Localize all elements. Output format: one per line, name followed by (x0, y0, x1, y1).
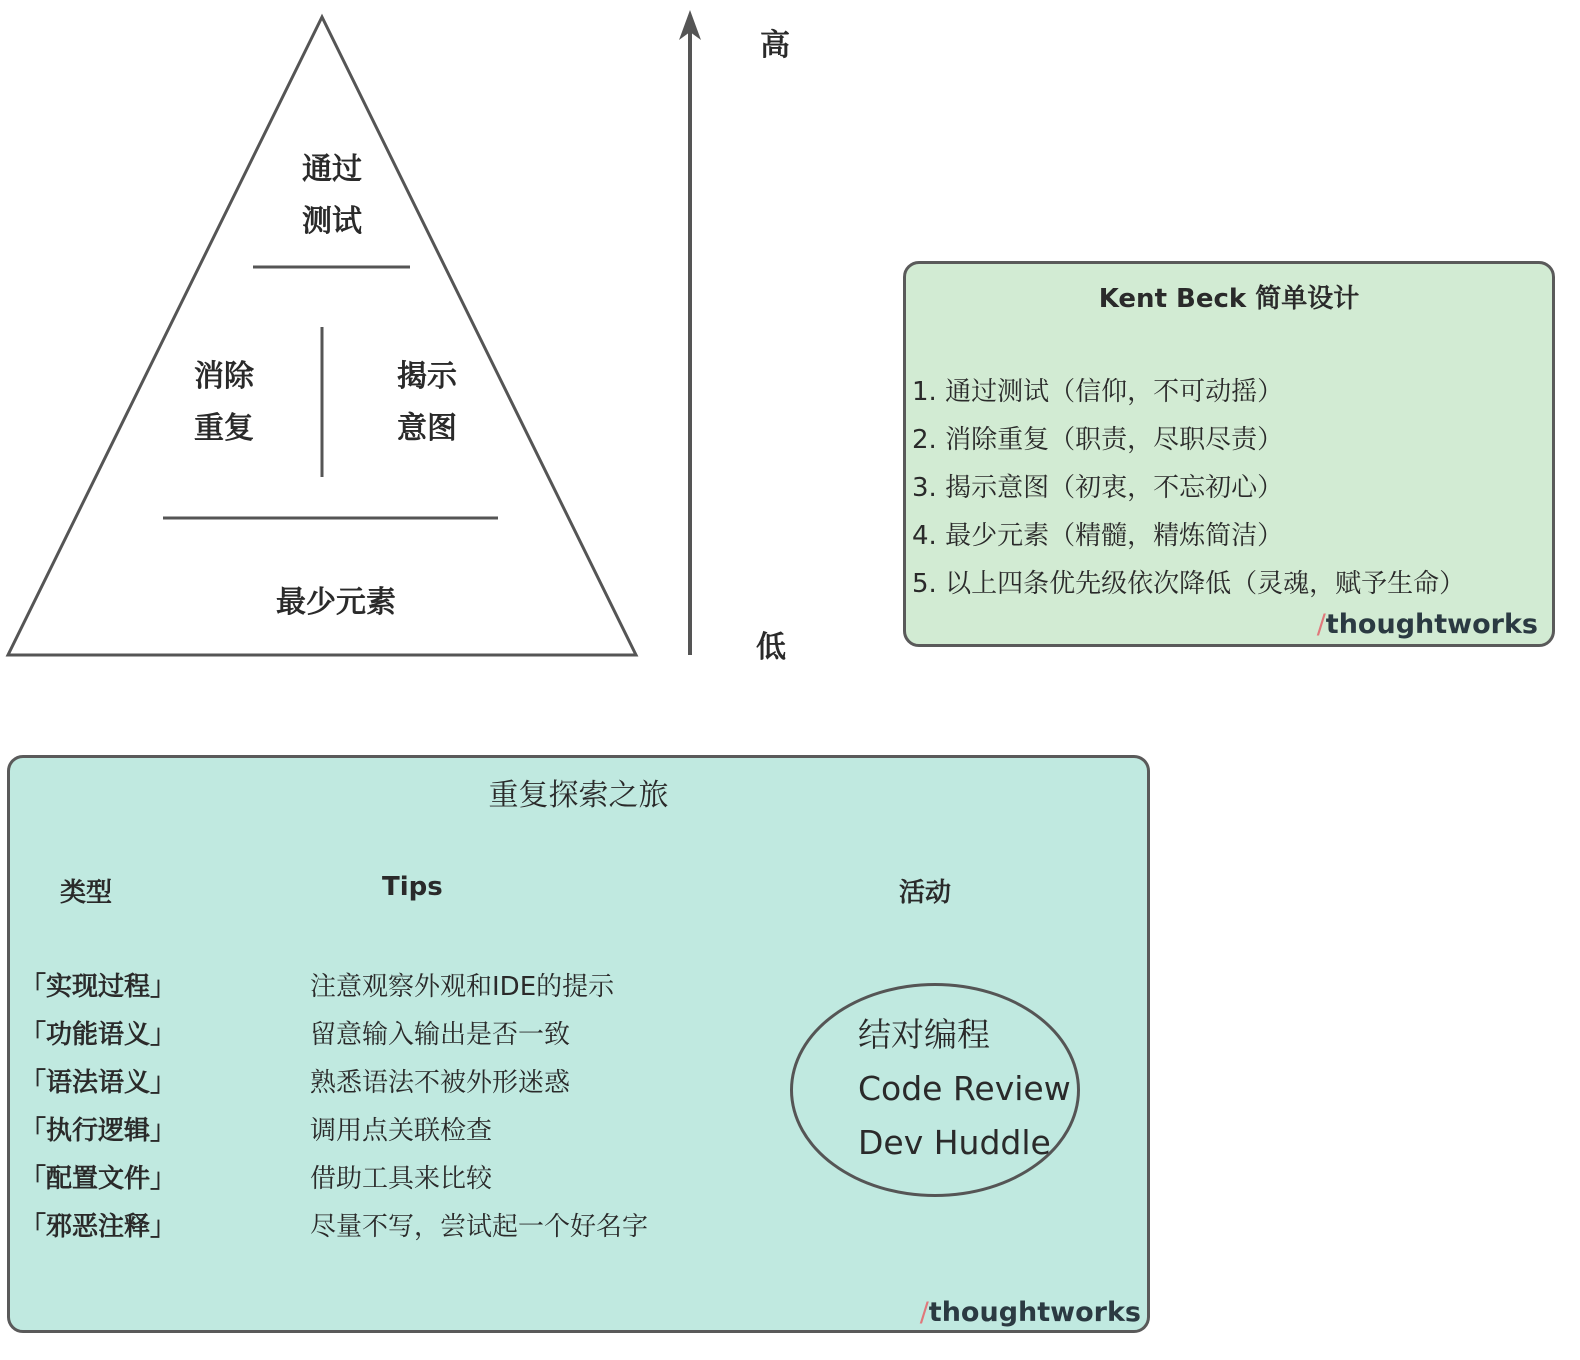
pyramid-top-label (262, 144, 402, 248)
axis-high-label: 高 (760, 28, 790, 63)
journey-tip-item: 调用点关联检查 (310, 1116, 493, 1146)
pyramid-middle-left-line-2: 重复 (194, 411, 254, 446)
pyramid-top-line-1: 通过 (302, 152, 362, 187)
kent-beck-box (903, 261, 1555, 647)
pyramid-middle-left-line-1: 消除 (194, 359, 254, 394)
journey-tip-item: 熟悉语法不被外形迷惑 (310, 1068, 571, 1098)
journey-box (7, 755, 1150, 1333)
kent-beck-rule-list (912, 368, 1465, 608)
thoughtworks-logo-text: thoughtworks (1325, 609, 1538, 640)
kent-beck-rule-4: 4. 最少元素（精髓，精炼简洁） (912, 521, 1284, 551)
pyramid-diagram (0, 0, 660, 670)
journey-header-activity: 活动 (899, 878, 952, 908)
pyramid-bottom-label: 最少元素 (276, 585, 396, 620)
journey-type-item: 「配置文件」 (20, 1164, 177, 1194)
kent-beck-rule-1: 1. 通过测试（信仰，不可动摇） (912, 377, 1284, 407)
journey-type-item: 「邪恶注释」 (20, 1212, 177, 1242)
priority-axis (670, 0, 720, 670)
pyramid-middle-right-label (357, 351, 497, 455)
activity-list (858, 1008, 1071, 1170)
activity-item: Dev Huddle (858, 1123, 1051, 1162)
journey-header-type: 类型 (60, 878, 113, 908)
pyramid-middle-left-label (154, 351, 294, 455)
kent-beck-rule-3: 3. 揭示意图（初衷，不忘初心） (912, 473, 1284, 503)
journey-tip-item: 借助工具来比较 (310, 1164, 493, 1194)
journey-type-item: 「功能语义」 (20, 1020, 177, 1050)
journey-tip-list (310, 963, 648, 1251)
journey-header-tips: Tips (382, 872, 443, 902)
thoughtworks-logo-slash: / (919, 1297, 929, 1328)
pyramid-top-line-2: 测试 (302, 204, 362, 239)
kent-beck-rule-2: 2. 消除重复（职责，尽职尽责） (912, 425, 1284, 455)
thoughtworks-logo (920, 1297, 1141, 1328)
journey-tip-item: 留意输入输出是否一致 (310, 1020, 571, 1050)
journey-type-list (20, 963, 176, 1251)
journey-type-item: 「实现过程」 (20, 972, 177, 1002)
journey-title: 重复探索之旅 (488, 778, 669, 813)
axis-low-label: 低 (756, 630, 786, 665)
activity-item: 结对编程 (858, 1015, 990, 1054)
activity-item: Code Review (858, 1069, 1071, 1108)
thoughtworks-logo (1317, 609, 1538, 640)
journey-tip-item: 注意观察外观和IDE的提示 (310, 972, 615, 1002)
pyramid-middle-right-line-2: 意图 (397, 411, 457, 446)
pyramid-middle-right-line-1: 揭示 (397, 359, 457, 394)
journey-type-item: 「语法语义」 (20, 1068, 177, 1098)
journey-tip-item: 尽量不写，尝试起一个好名字 (310, 1212, 649, 1242)
kent-beck-title: Kent Beck 简单设计 (1098, 284, 1360, 314)
kent-beck-rule-5: 5. 以上四条优先级依次降低（灵魂，赋予生命） (912, 569, 1466, 599)
journey-type-item: 「执行逻辑」 (20, 1116, 177, 1146)
thoughtworks-logo-text: thoughtworks (928, 1297, 1141, 1328)
thoughtworks-logo-slash: / (1316, 609, 1326, 640)
